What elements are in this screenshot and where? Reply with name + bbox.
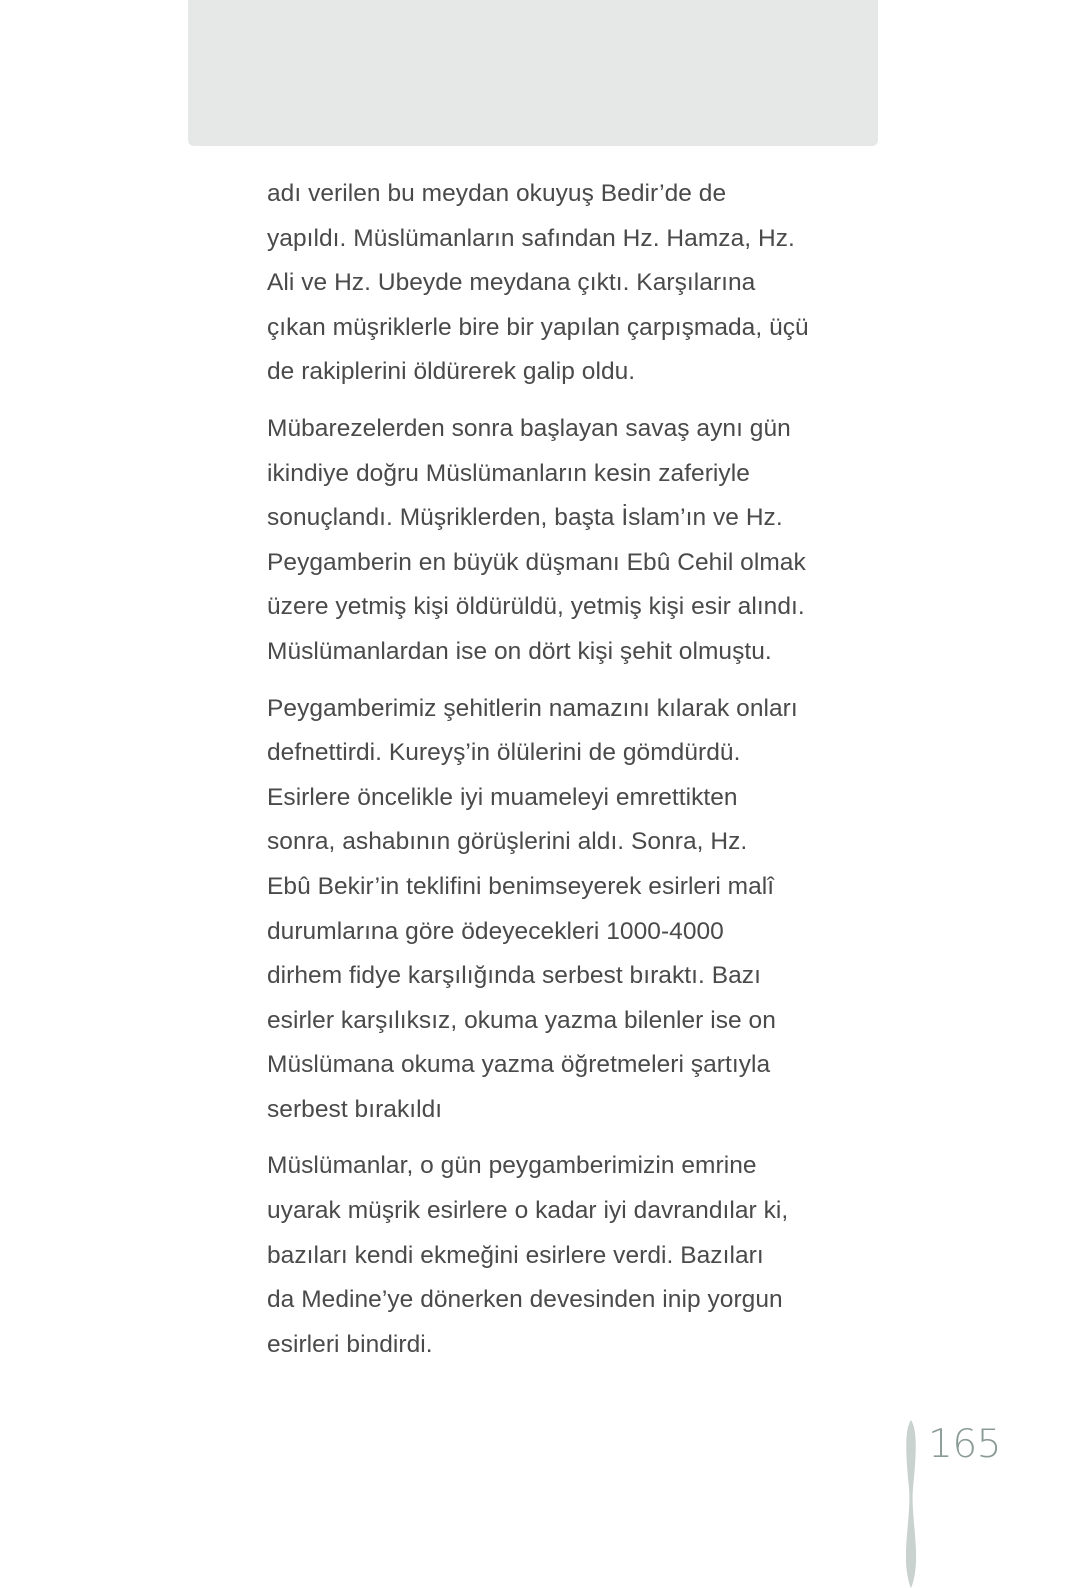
text-line: de rakiplerini öldürerek galip oldu. [267,358,636,386]
text-line: bazıları kendi ekmeğini esirlere verdi. Bazıları [267,1241,764,1269]
paragraph-4 [267,1144,827,1367]
text-line: Mübarezelerden sonra başlayan savaş aynı gün [267,414,791,442]
leaf-ornament-icon [900,1418,922,1588]
text-line: Müslümana okuma yazma öğretmeleri şartıyla [267,1051,771,1079]
text-line: yapıldı. Müslümanların safından Hz. Hamza, Hz. [267,224,795,252]
text-line: da Medine’ye dönerken devesinden inip yorgun [267,1286,783,1314]
text-line: esirler karşılıksız, okuma yazma bilenler ise on [267,1006,776,1034]
text-line: üzere yetmiş kişi öldürüldü, yetmiş kişi esir alındı. [267,593,805,621]
text-line: defnettirdi. Kureyş’in ölülerini de gömdürdü. [267,739,741,767]
text-line: Esirlere öncelikle iyi muameleyi emrettikten [267,783,738,811]
text-line: ikindiye doğru Müslümanların kesin zaferiyle [267,459,750,487]
text-line: çıkan müşriklerle bire bir yapılan çarpışmada, üçü [267,313,809,341]
text-line: sonuçlandı. Müşriklerden, başta İslam’ın ve Hz. [267,504,783,532]
text-line: uyarak müşrik esirlere o kadar iyi davrandılar ki, [267,1197,789,1225]
paragraph-3 [267,687,827,1133]
header-band [188,0,878,146]
text-line: adı verilen bu meydan okuyuş Bedir’de de [267,180,727,207]
text-line: Peygamberin en büyük düşmanı Ebû Cehil olmak [267,548,806,576]
text-line: esirleri bindirdi. [267,1330,433,1358]
text-line: serbest bırakıldı [267,1095,443,1123]
paragraph-1 [267,172,827,395]
body-text [267,172,827,1379]
text-line: Müslümanlardan ise on dört kişi şehit olmuştu. [267,637,772,665]
text-line: dirhem fidye karşılığında serbest bıraktı. Bazı [267,962,761,990]
text-line: Ali ve Hz. Ubeyde meydana çıktı. Karşılarına [267,269,756,297]
text-line: sonra, ashabının görüşlerini aldı. Sonra, Hz. [267,828,748,856]
text-line: durumlarına göre ödeyecekleri 1000-4000 [267,917,724,945]
text-line: Peygamberimiz şehitlerin namazını kılarak onları [267,694,798,722]
text-line: Müslümanlar, o gün peygamberimizin emrine [267,1152,757,1180]
text-line: Ebû Bekir’in teklifini benimseyerek esirleri malî [267,872,775,900]
page-number: 165 [928,1422,1001,1467]
paragraph-2 [267,407,827,675]
